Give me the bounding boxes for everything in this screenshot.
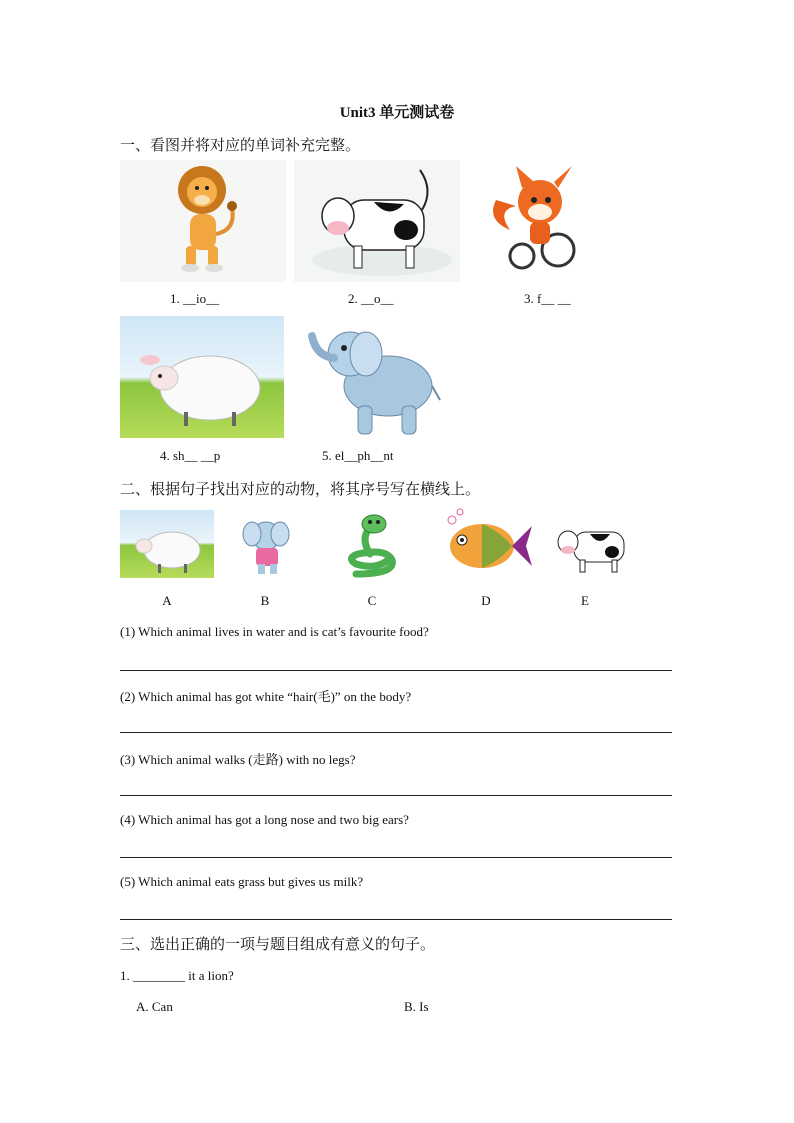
mc-option-b[interactable]: B. Is: [404, 999, 429, 1014]
item-3-caption: 3. f__ __: [524, 291, 571, 306]
item-2-caption: 2. __o__: [348, 291, 394, 306]
elephant-picture: [300, 316, 446, 440]
cow-icon: [294, 160, 460, 282]
section-1-heading: 一、看图并将对应的单词补充完整。: [120, 136, 361, 154]
answer-line-4[interactable]: [120, 857, 672, 858]
question-5: (5) Which animal eats grass but gives us milk?: [120, 874, 364, 889]
question-3: (3) Which animal walks (走路) with no legs?: [120, 752, 356, 767]
option-d-letter: D: [481, 593, 491, 608]
sheep-icon: [120, 316, 284, 438]
sheep-picture: [120, 316, 284, 438]
question-1: (1) Which animal lives in water and is cat’s favourite food?: [120, 624, 429, 639]
item-1-caption: 1. __io__: [170, 291, 220, 306]
page-title: Unit3 单元测试卷: [339, 105, 455, 121]
option-d-picture: [438, 506, 536, 580]
fox-icon: [476, 160, 596, 282]
mc-question-1: 1. ________ it a lion?: [120, 968, 234, 983]
cow-picture: [294, 160, 460, 282]
question-2: (2) Which animal has got white “hair(毛)” on the body?: [120, 689, 412, 704]
snake-icon: [336, 508, 408, 580]
option-b-picture: [224, 510, 316, 578]
option-a-picture: [120, 510, 214, 578]
answer-line-1[interactable]: [120, 670, 672, 671]
sheep-icon: [120, 510, 214, 578]
lion-picture: [120, 160, 286, 282]
option-e-letter: E: [581, 593, 589, 608]
elephant-icon: [300, 316, 446, 440]
fish-icon: [438, 506, 536, 580]
question-4: (4) Which animal has got a long nose and two big ears?: [120, 812, 409, 827]
cow-icon: [546, 510, 638, 578]
answer-line-2[interactable]: [120, 732, 672, 733]
option-b-letter: B: [260, 593, 270, 608]
fox-picture: [476, 160, 596, 282]
elephant-icon: [224, 510, 316, 578]
option-c-picture: [336, 508, 408, 580]
option-c-letter: C: [367, 593, 377, 608]
lion-icon: [120, 160, 286, 282]
option-a-letter: A: [162, 593, 172, 608]
mc-option-a[interactable]: A. Can: [136, 999, 173, 1014]
answer-line-3[interactable]: [120, 795, 672, 796]
answer-line-5[interactable]: [120, 919, 672, 920]
section-3-heading: 三、选出正确的一项与题目组成有意义的句子。: [120, 935, 436, 953]
item-5-caption: 5. el__ph__nt: [322, 448, 394, 463]
option-e-picture: [546, 510, 638, 578]
section-2-heading: 二、根据句子找出对应的动物，将其序号写在横线上。: [120, 480, 481, 498]
item-4-caption: 4. sh__ __p: [160, 448, 221, 463]
